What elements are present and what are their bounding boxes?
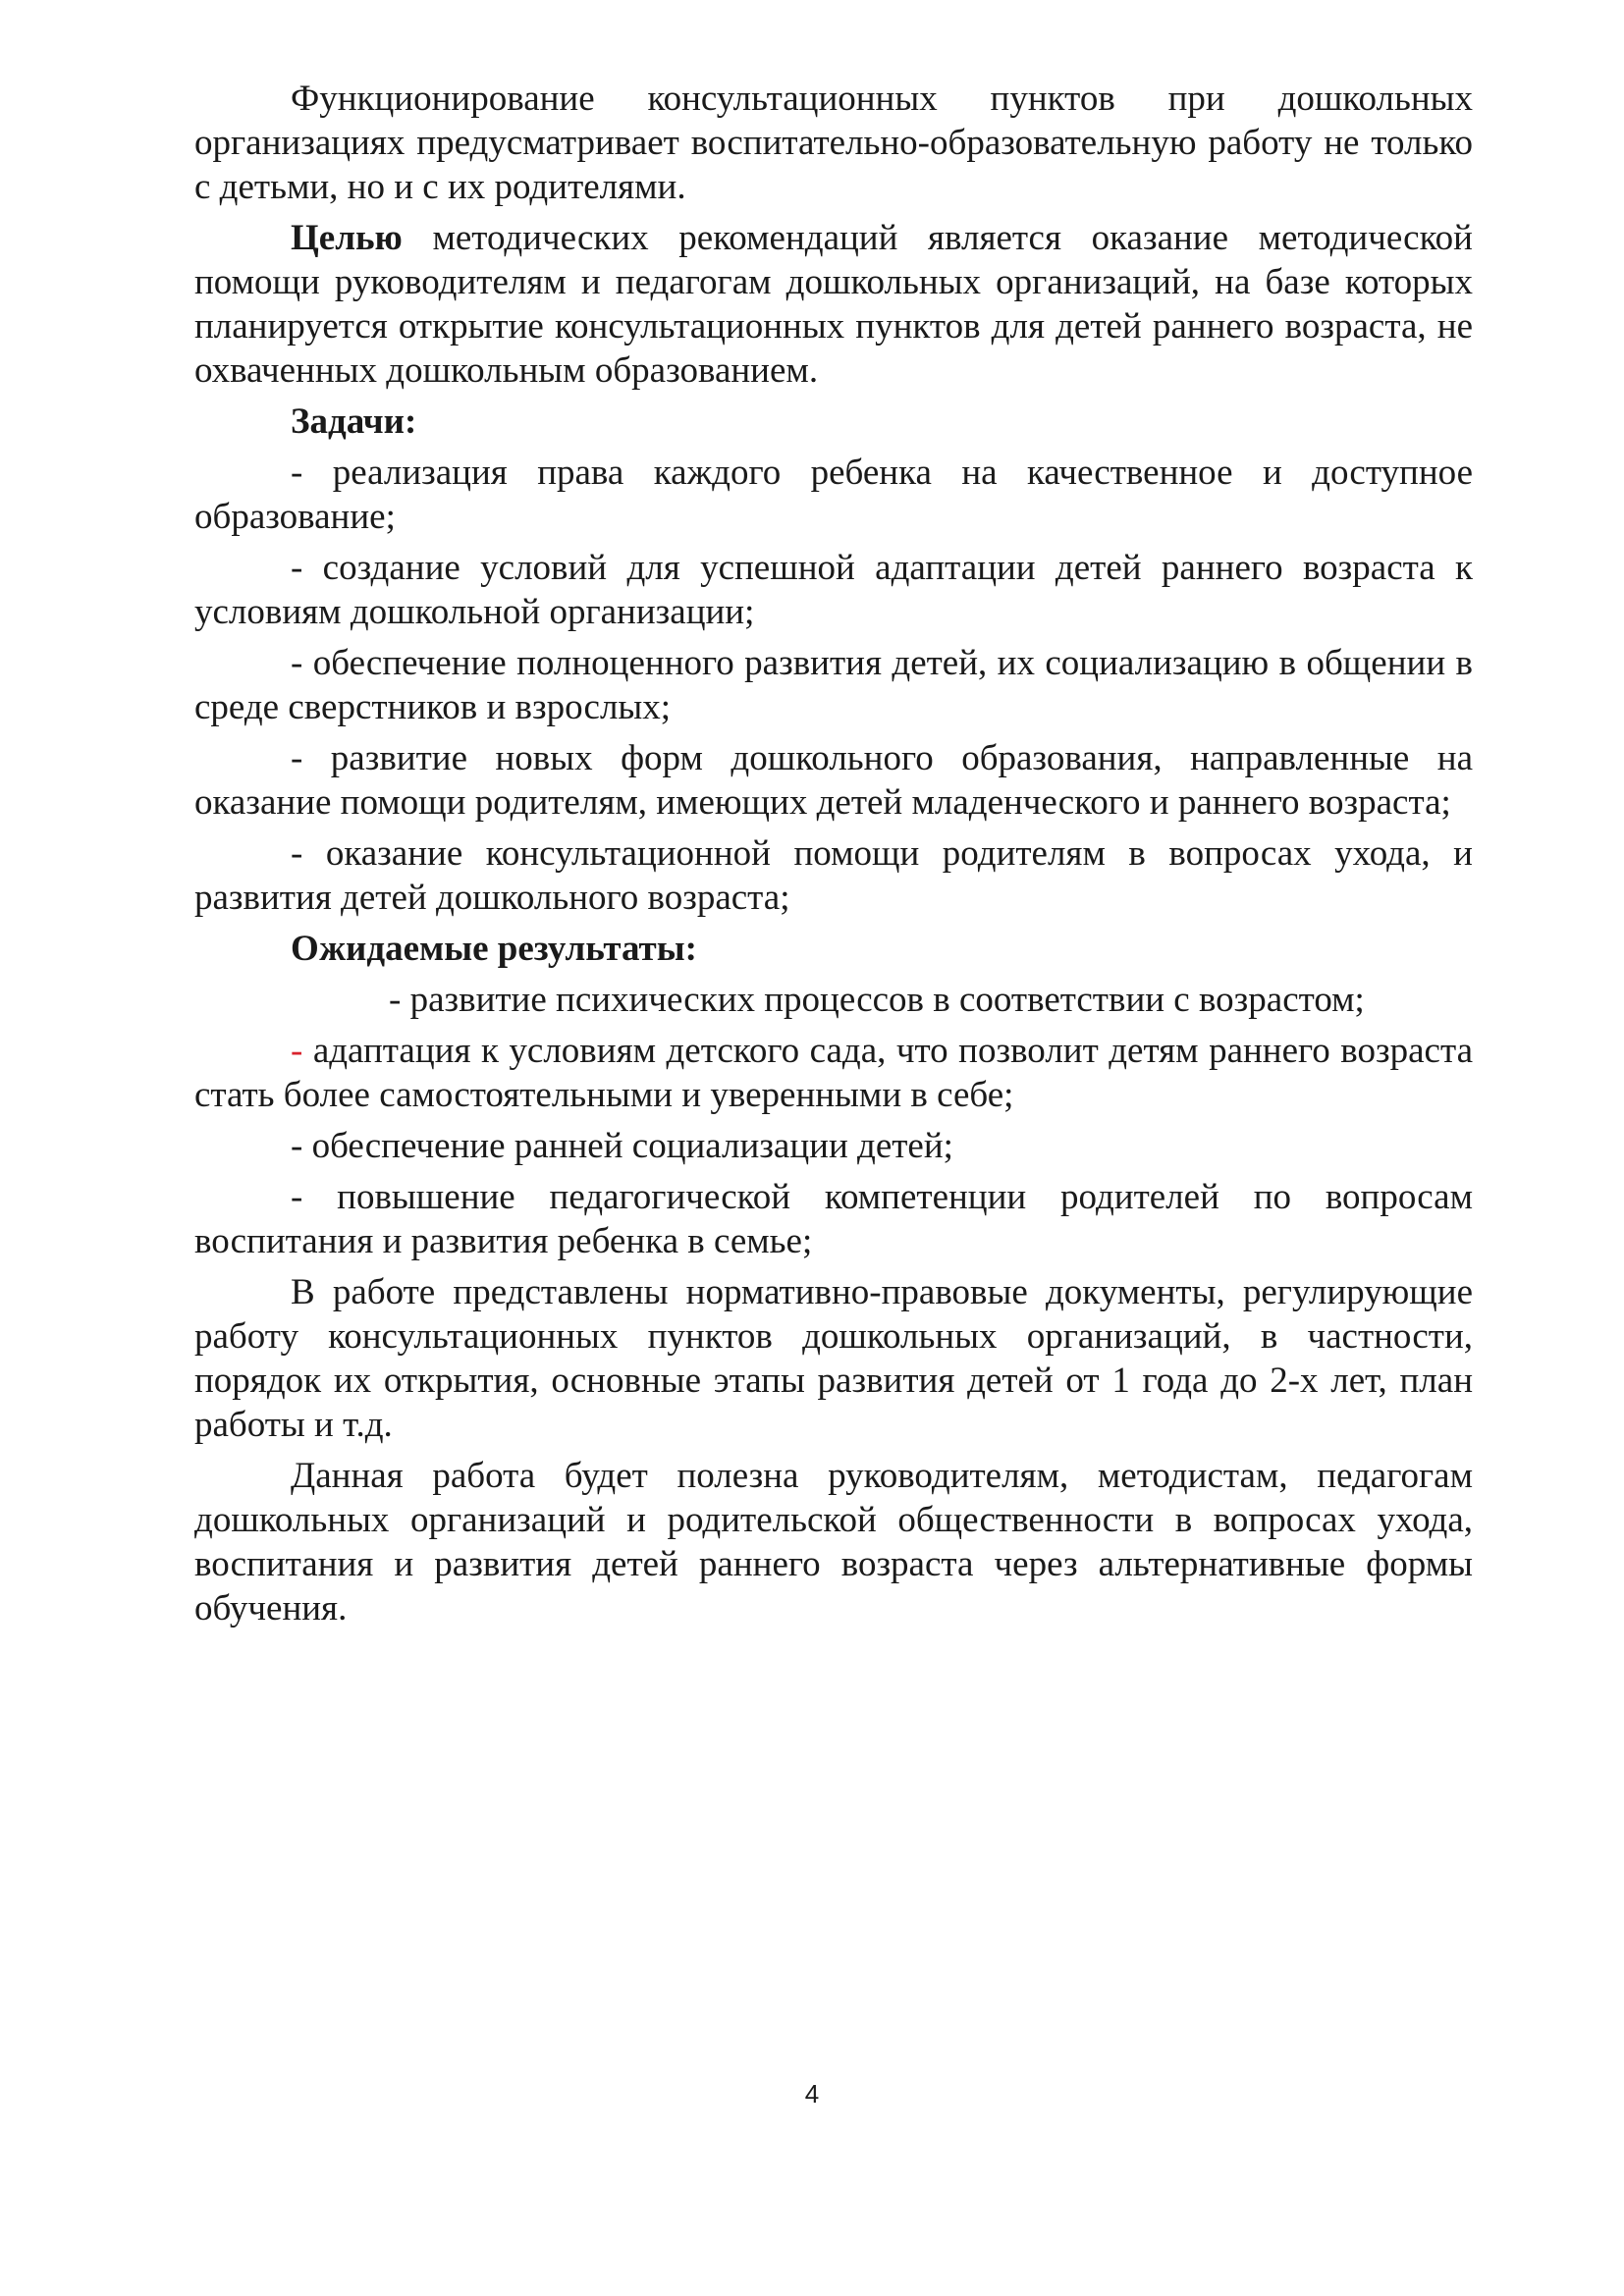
paragraph-goal: [194, 216, 1473, 393]
goal-text: методических рекомендаций является оказание методической помощи руководителям и педагогам дошкольных организаций, на базе которых планируется открытие консультационных пунктов для детей раннего возраста, не охваченных дошкольным образованием.: [194, 218, 1473, 391]
result-item: - обеспечение ранней социализации детей;: [291, 1126, 953, 1166]
body-text: [194, 77, 1473, 1630]
paragraph-documents: В работе представлены нормативно-правовые документы, регулирующие работу консультационных пунктов дошкольных организаций, в частности, порядок их открытия, основные этапы развития детей от 1 года до 2-х лет, план работы и т.д.: [194, 1272, 1473, 1445]
paragraph-usefulness: Данная работа будет полезна руководителям, методистам, педагогам дошкольных организаций и родительской общественности в вопросах ухода, воспитания и развития детей раннего возраста через альтернативные формы обучения.: [194, 1456, 1473, 1629]
task-item: - развитие новых форм дошкольного образования, направленные на оказание помощи родителям, имеющих детей младенческого и раннего возраста;: [194, 738, 1473, 823]
task-item: - создание условий для успешной адаптации детей раннего возраста к условиям дошкольной организации;: [194, 548, 1473, 632]
paragraph-intro: Функционирование консультационных пунктов при дошкольных организациях предусматривает воспитательно-образовательную работу не только с детьми, но и с их родителями.: [194, 79, 1473, 207]
task-item: - реализация права каждого ребенка на качественное и доступное образование;: [194, 453, 1473, 537]
task-item: - обеспечение полноценного развития детей, их социализацию в общении в среде сверстников и взрослых;: [194, 643, 1473, 727]
result-item: [194, 1029, 1473, 1117]
results-heading: Ожидаемые результаты:: [291, 929, 697, 969]
result-item: - повышение педагогической компетенции родителей по вопросам воспитания и развития ребенка в семье;: [194, 1177, 1473, 1261]
result-item: - развитие психических процессов в соответствии с возрастом;: [389, 980, 1365, 1020]
result-text: адаптация к условиям детского сада, что позволит детям раннего возраста стать более самостоятельными и уверенными в себе;: [194, 1031, 1473, 1115]
task-item: - оказание консультационной помощи родителям в вопросах ухода, и развития детей дошкольного возраста;: [194, 833, 1473, 918]
result-dash-red: -: [291, 1031, 303, 1071]
tasks-heading: Задачи:: [291, 401, 417, 442]
goal-lead: Целью: [291, 218, 403, 258]
page-number: 4: [804, 2079, 820, 2109]
